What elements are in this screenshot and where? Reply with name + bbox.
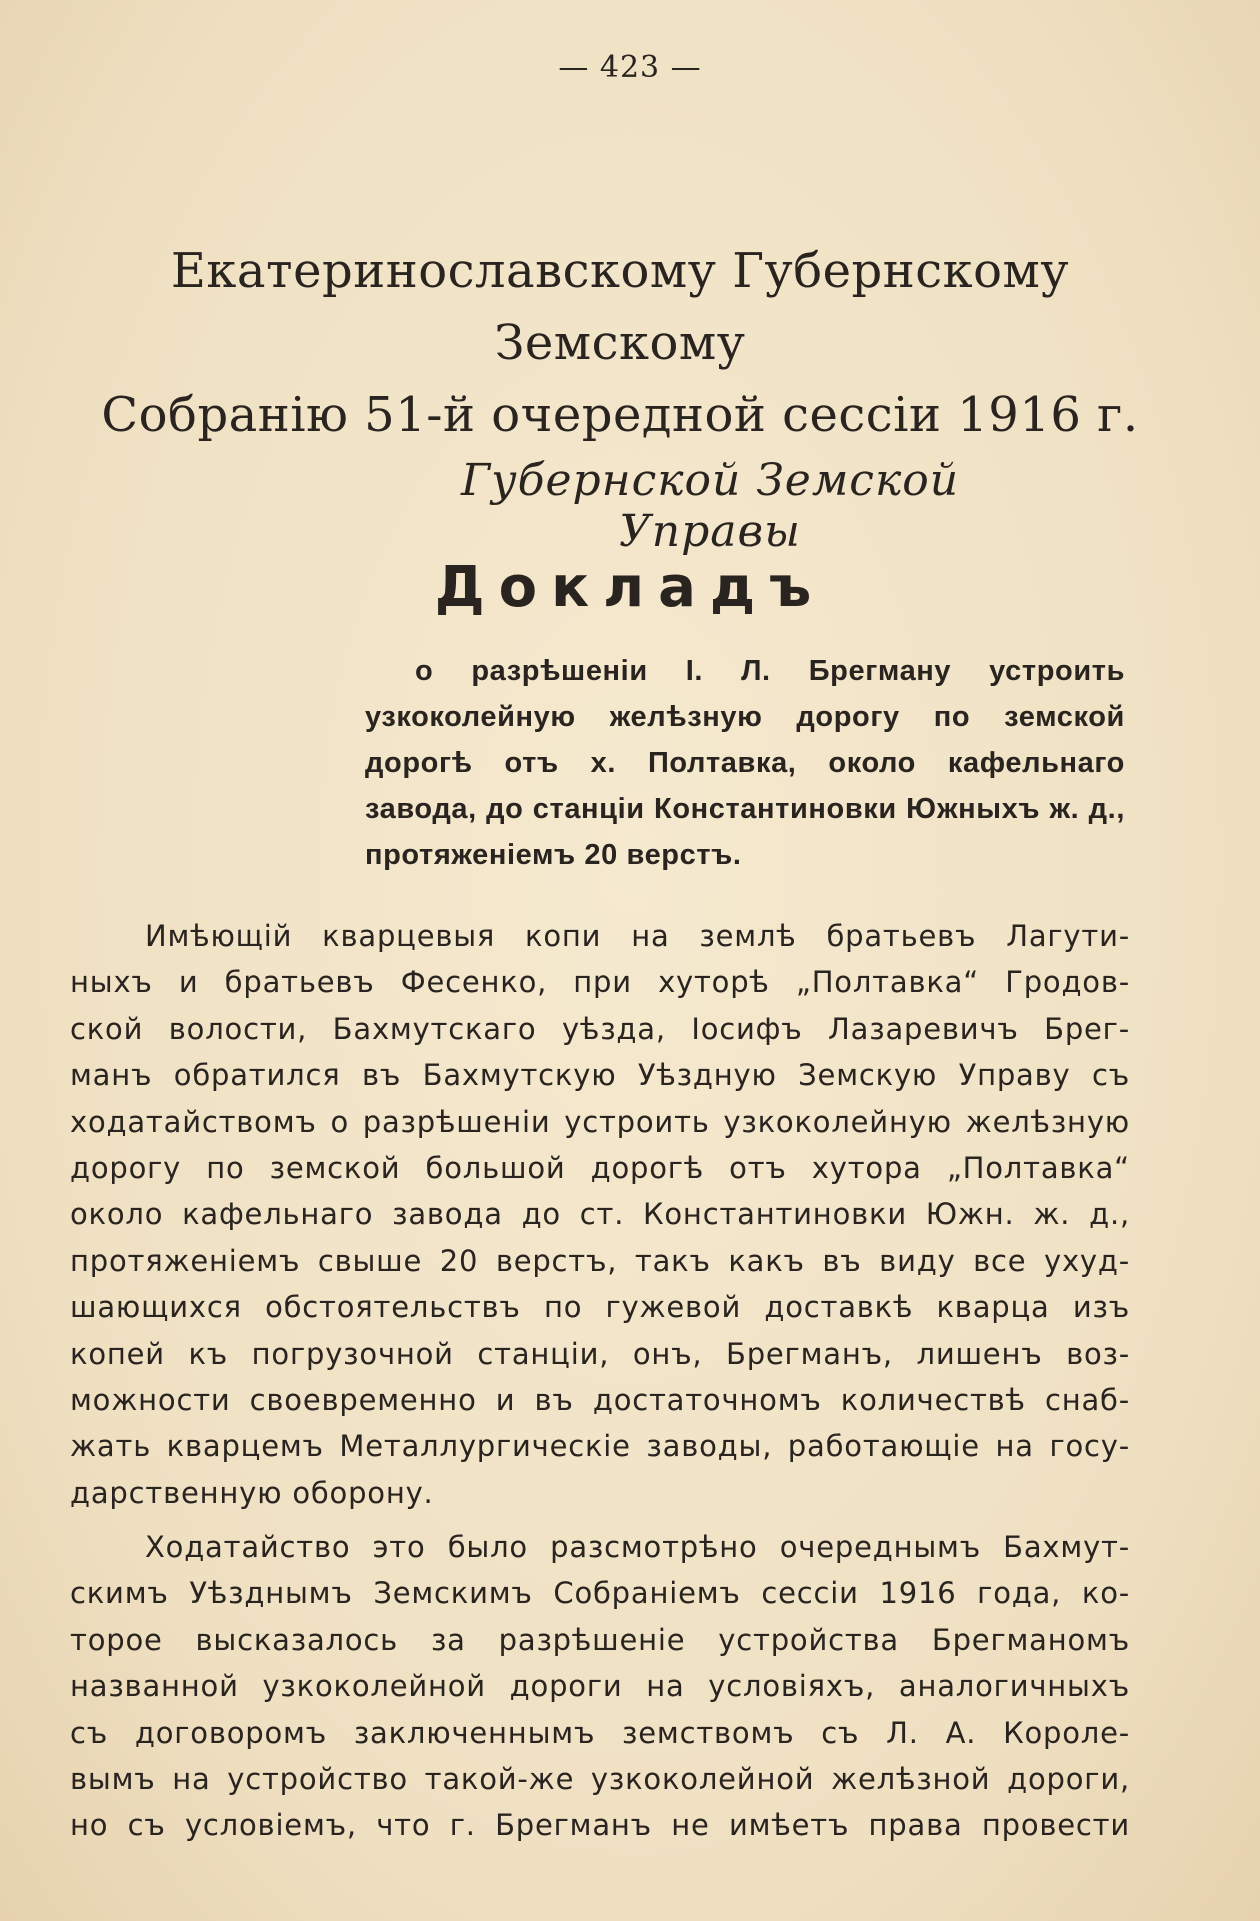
text-line: около кафельнаго завода до ст. Константиновки Южн. ж. д.,: [70, 1197, 1130, 1232]
text-line: ской волости, Бахмутскаго уѣзда, Іосифъ Лазаревичъ Брег-: [70, 1011, 1130, 1046]
page-number: — 423 —: [558, 50, 702, 85]
text-line: названной узкоколейной дороги на условіяхъ, аналогичныхъ: [70, 1669, 1130, 1704]
text-line: протяженіемъ свыше 20 верстъ, такъ какъ въ виду все ухуд-: [70, 1243, 1130, 1278]
title-line-2: Собранію 51-й очередной сессіи 1916 г.: [101, 387, 1139, 443]
text-line: вымъ на устройство такой-же узкоколейной желѣзной дороги,: [70, 1762, 1130, 1797]
document-subtitle: Губернской Земской Управы: [460, 455, 960, 557]
text-line: съ договоромъ заключеннымъ земствомъ съ Л. А. Короле-: [70, 1715, 1130, 1750]
text-line: ходатайствомъ о разрѣшеніи устроить узкоколейную желѣзную: [70, 1104, 1130, 1139]
text-line: ныхъ и братьевъ Фесенко, при хуторѣ „Полтавка“ Гродов-: [70, 965, 1130, 1000]
text-line: скимъ Уѣзднымъ Земскимъ Собраніемъ сессіи 1916 года, ко-: [70, 1576, 1130, 1611]
text-line: но съ условіемъ, что г. Брегманъ не имѣетъ права провести: [70, 1808, 1130, 1843]
text-line: шающихся обстоятельствъ по гужевой доставкѣ кварца изъ: [70, 1290, 1130, 1325]
paragraph-2: [70, 1524, 1130, 1849]
text-line: торое высказалось за разрѣшеніе устройства Брегманомъ: [70, 1622, 1130, 1657]
document-heading: Докладъ: [434, 555, 826, 620]
title-line-1: Екатеринославскому Губернскому Земскому: [170, 243, 1070, 371]
document-body: [70, 913, 1130, 1857]
text-line: Ходатайство это было разсмотрѣно очереднымъ Бахмут-: [145, 1530, 1130, 1565]
text-line: Имѣющій кварцевыя копи на землѣ братьевъ Лагути-: [145, 919, 1130, 953]
text-line: манъ обратился въ Бахмутскую Уѣздную Земскую Управу съ: [70, 1058, 1130, 1093]
text-line: жать кварцемъ Металлургическіе заводы, работающіе на госу-: [70, 1429, 1130, 1464]
text-line: дорогу по земской большой дорогѣ отъ хутора „Полтавка“: [70, 1150, 1130, 1185]
document-title: [60, 235, 1180, 451]
report-summary: о разрѣшеніи І. Л. Брегману устроить узкоколейную желѣзную дорогу по земской дорогѣ отъ х. Полтавка, около кафельнаго завода, до станціи Константиновки Южныхъ ж. д., протяженіемъ 20 верстъ.: [365, 655, 1125, 871]
text-line: можности своевременно и въ достаточномъ количествѣ снаб-: [70, 1382, 1130, 1417]
text-line: копей къ погрузочной станціи, онъ, Брегманъ, лишенъ воз-: [70, 1336, 1130, 1371]
text-line: дарственную оборону.: [70, 1475, 434, 1510]
paragraph-1: [70, 913, 1130, 1516]
